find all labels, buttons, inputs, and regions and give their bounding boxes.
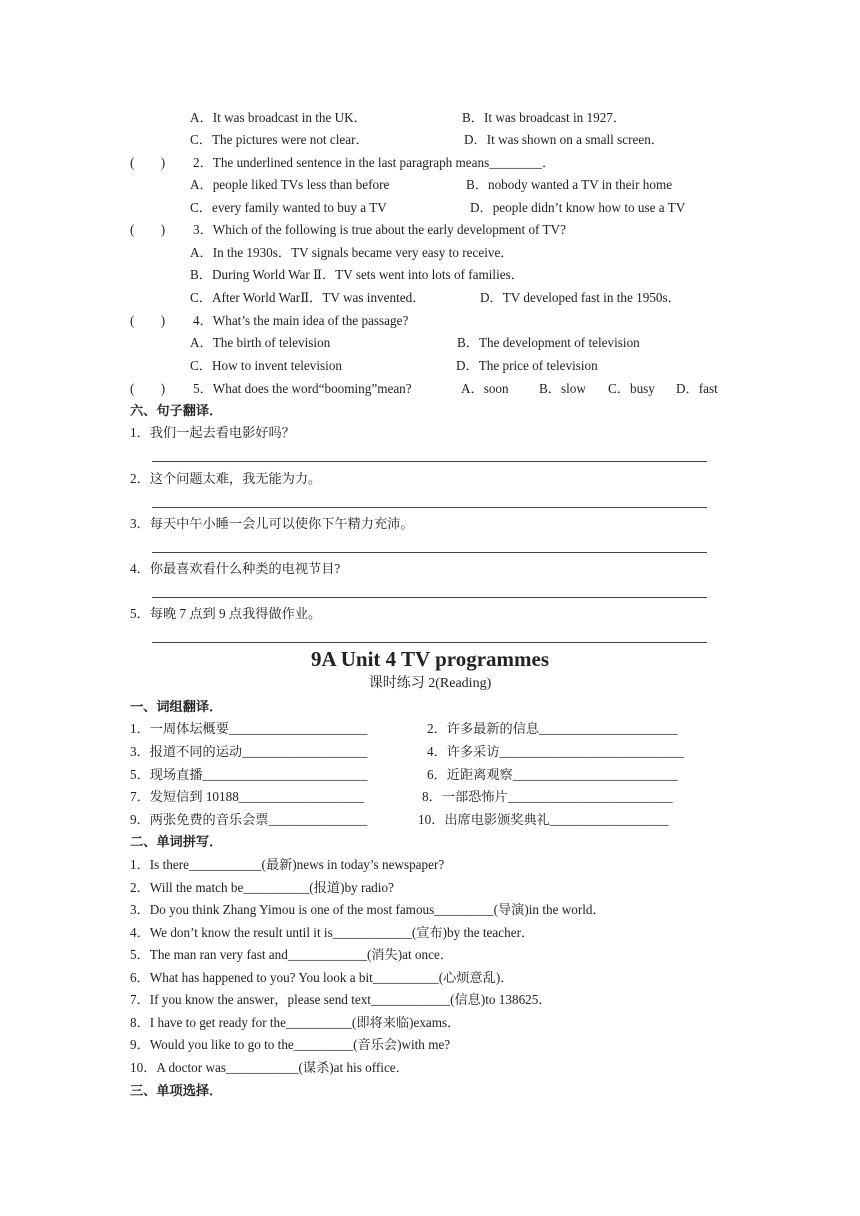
q5-bracket[interactable]: ( ): [130, 381, 166, 396]
q3-bracket[interactable]: ( ): [130, 222, 166, 237]
translation-item-5: 5．每晚 7 点到 9 点我得做作业。: [130, 606, 322, 621]
translation-item-2: 2．这个问题太难，我无能为力。: [130, 471, 322, 486]
spelling-item-8: 8．I have to get ready for the__________(即将来临)exams．: [130, 1015, 461, 1030]
translation-heading: 六、句子翻译．: [130, 403, 223, 418]
unit-title: 9A Unit 4 TV programmes: [310, 647, 549, 671]
answer-line-4[interactable]: [152, 597, 707, 598]
spelling-item-4: 4．We don’t know the result until it is____________(宣布)by the teacher．: [130, 925, 535, 940]
answer-line-3[interactable]: [152, 552, 707, 553]
q3-option-c: C．After World WarⅡ．TV was invented．: [190, 290, 426, 305]
q1-option-d: D．It was shown on a small screen．: [464, 132, 664, 147]
phrase-item-6: 6．近距离观察_________________________: [427, 767, 678, 782]
spelling-item-6: 6．What has happened to you? You look a bit__________(心烦意乱)．: [130, 970, 514, 985]
spelling-item-10: 10．A doctor was___________(谋杀)at his office．: [130, 1060, 409, 1075]
q4-stem: 4．What’s the main idea of the passage?: [193, 313, 409, 328]
spelling-item-9: 9．Would you like to go to the_________(音乐会)with me?: [130, 1037, 451, 1052]
q5-option-c: C．busy: [608, 381, 655, 396]
q5-option-b: B．slow: [539, 381, 586, 396]
q2-option-c: C．every family wanted to buy a TV: [190, 200, 387, 215]
choice-heading: 三、单项选择．: [130, 1083, 223, 1098]
spelling-item-5: 5．The man ran very fast and____________(消失)at once．: [130, 947, 454, 962]
spelling-item-3: 3．Do you think Zhang Yimou is one of the most famous_________(导演)in the world．: [130, 902, 606, 917]
phrase-item-2: 2．许多最新的信息_____________________: [427, 721, 678, 736]
q2-bracket[interactable]: ( ): [130, 155, 166, 170]
unit-subtitle: 课时练习 2(Reading): [368, 676, 492, 691]
spelling-item-7: 7．If you know the answer，please send text____________(信息)to 138625．: [130, 992, 552, 1007]
q2-option-d: D．people didn’t know how to use a TV: [470, 200, 686, 215]
q4-option-d: D．The price of television: [456, 358, 598, 373]
q4-bracket[interactable]: ( ): [130, 313, 166, 328]
translation-item-1: 1．我们一起去看电影好吗？: [130, 425, 295, 440]
spelling-item-1: 1．Is there___________(最新)news in today’s newspaper?: [130, 857, 445, 872]
phrase-item-4: 4．许多采访____________________________: [427, 744, 685, 759]
q1-option-b: B．It was broadcast in 1927．: [462, 110, 627, 125]
phrase-item-7: 7．发短信到 10188___________________: [130, 789, 365, 804]
q4-option-a: A．The birth of television: [190, 335, 331, 350]
q4-option-c: C．How to invent television: [190, 358, 343, 373]
phrase-item-1: 1．一周体坛概要_____________________: [130, 721, 368, 736]
answer-line-2[interactable]: [152, 507, 707, 508]
q2-option-a: A．people liked TVs less than before: [190, 177, 390, 192]
phrase-heading: 一、词组翻译．: [130, 699, 223, 714]
q5-option-a: A．soon: [461, 381, 509, 396]
spelling-item-2: 2．Will the match be__________(报道)by radio?: [130, 880, 394, 895]
q3-option-b: B．During World War Ⅱ．TV sets went into lots of families．: [190, 267, 524, 282]
q2-stem: 2．The underlined sentence in the last paragraph means________．: [193, 155, 556, 170]
phrase-item-5: 5．现场直播_________________________: [130, 767, 368, 782]
translation-item-4: 4．你最喜欢看什么种类的电视节目?: [130, 561, 341, 576]
q4-option-b: B．The development of television: [457, 335, 640, 350]
q3-option-a: A．In the 1930s．TV signals became very easy to receive．: [190, 245, 514, 260]
phrase-item-3: 3．报道不同的运动___________________: [130, 744, 368, 759]
answer-line-1[interactable]: [152, 461, 707, 462]
q3-stem: 3．Which of the following is true about the early development of TV?: [193, 222, 566, 237]
answer-line-5[interactable]: [152, 642, 707, 643]
q3-option-d: D．TV developed fast in the 1950s．: [480, 290, 681, 305]
spelling-heading: 二、单词拼写．: [130, 834, 223, 849]
q2-option-b: B．nobody wanted a TV in their home: [466, 177, 673, 192]
phrase-item-8: 8．一部恐怖片_________________________: [422, 789, 673, 804]
q1-option-c: C．The pictures were not clear．: [190, 132, 369, 147]
phrase-item-9: 9．两张免费的音乐会票_______________: [130, 812, 368, 827]
q5-option-d: D．fast: [676, 381, 718, 396]
translation-item-3: 3．每天中午小睡一会儿可以使你下午精力充沛。: [130, 516, 414, 531]
q5-stem: 5．What does the word“booming”mean?: [193, 381, 412, 396]
phrase-item-10: 10．出席电影颁奖典礼__________________: [418, 812, 669, 827]
q1-option-a: A．It was broadcast in the UK．: [190, 110, 367, 125]
